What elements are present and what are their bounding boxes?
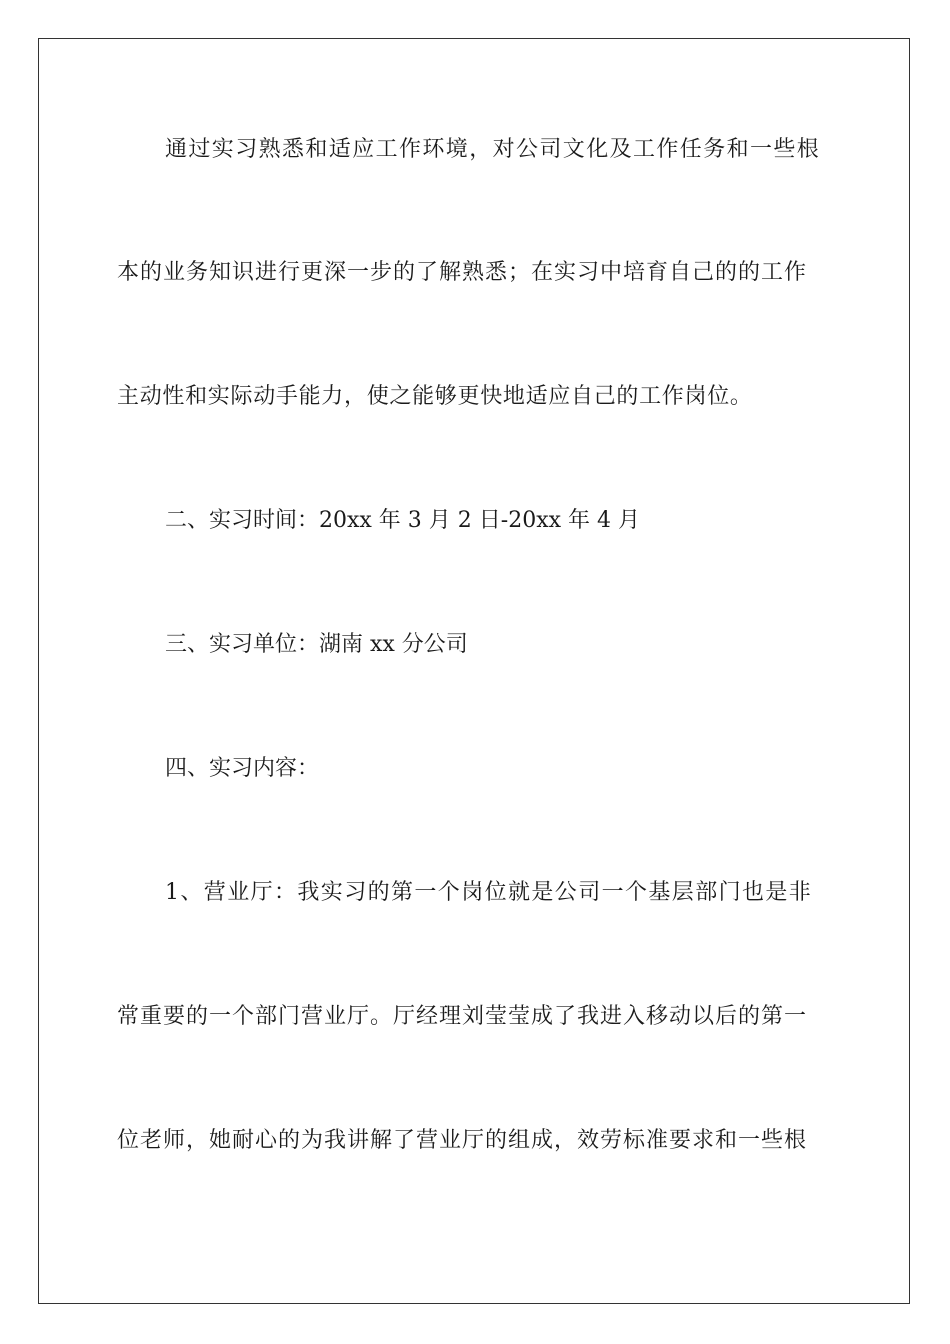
paragraph-line: 常重要的一个部门营业厅。厅经理刘莹莹成了我进入移动以后的第一 bbox=[117, 1004, 808, 1029]
section-heading-unit: 三、实习单位：湖南 xx 分公司 bbox=[165, 632, 468, 657]
page-border bbox=[38, 38, 910, 1304]
paragraph-line: 位老师，她耐心的为我讲解了营业厅的组成，效劳标准要求和一些根 bbox=[117, 1128, 808, 1153]
paragraph-line: 1、营业厅：我实习的第一个岗位就是公司一个基层部门也是非 bbox=[165, 880, 813, 905]
paragraph-line: 主动性和实际动手能力，使之能够更快地适应自己的工作岗位。 bbox=[117, 384, 753, 409]
section-heading-content: 四、实习内容： bbox=[165, 756, 320, 781]
section-heading-time: 二、实习时间：20xx 年 3 月 2 日-20xx 年 4 月 bbox=[165, 508, 640, 533]
paragraph-line: 通过实习熟悉和适应工作环境，对公司文化及工作任务和一些根 bbox=[165, 137, 821, 162]
paragraph-line: 本的业务知识进行更深一步的了解熟悉；在实习中培育自己的的工作 bbox=[117, 260, 808, 285]
